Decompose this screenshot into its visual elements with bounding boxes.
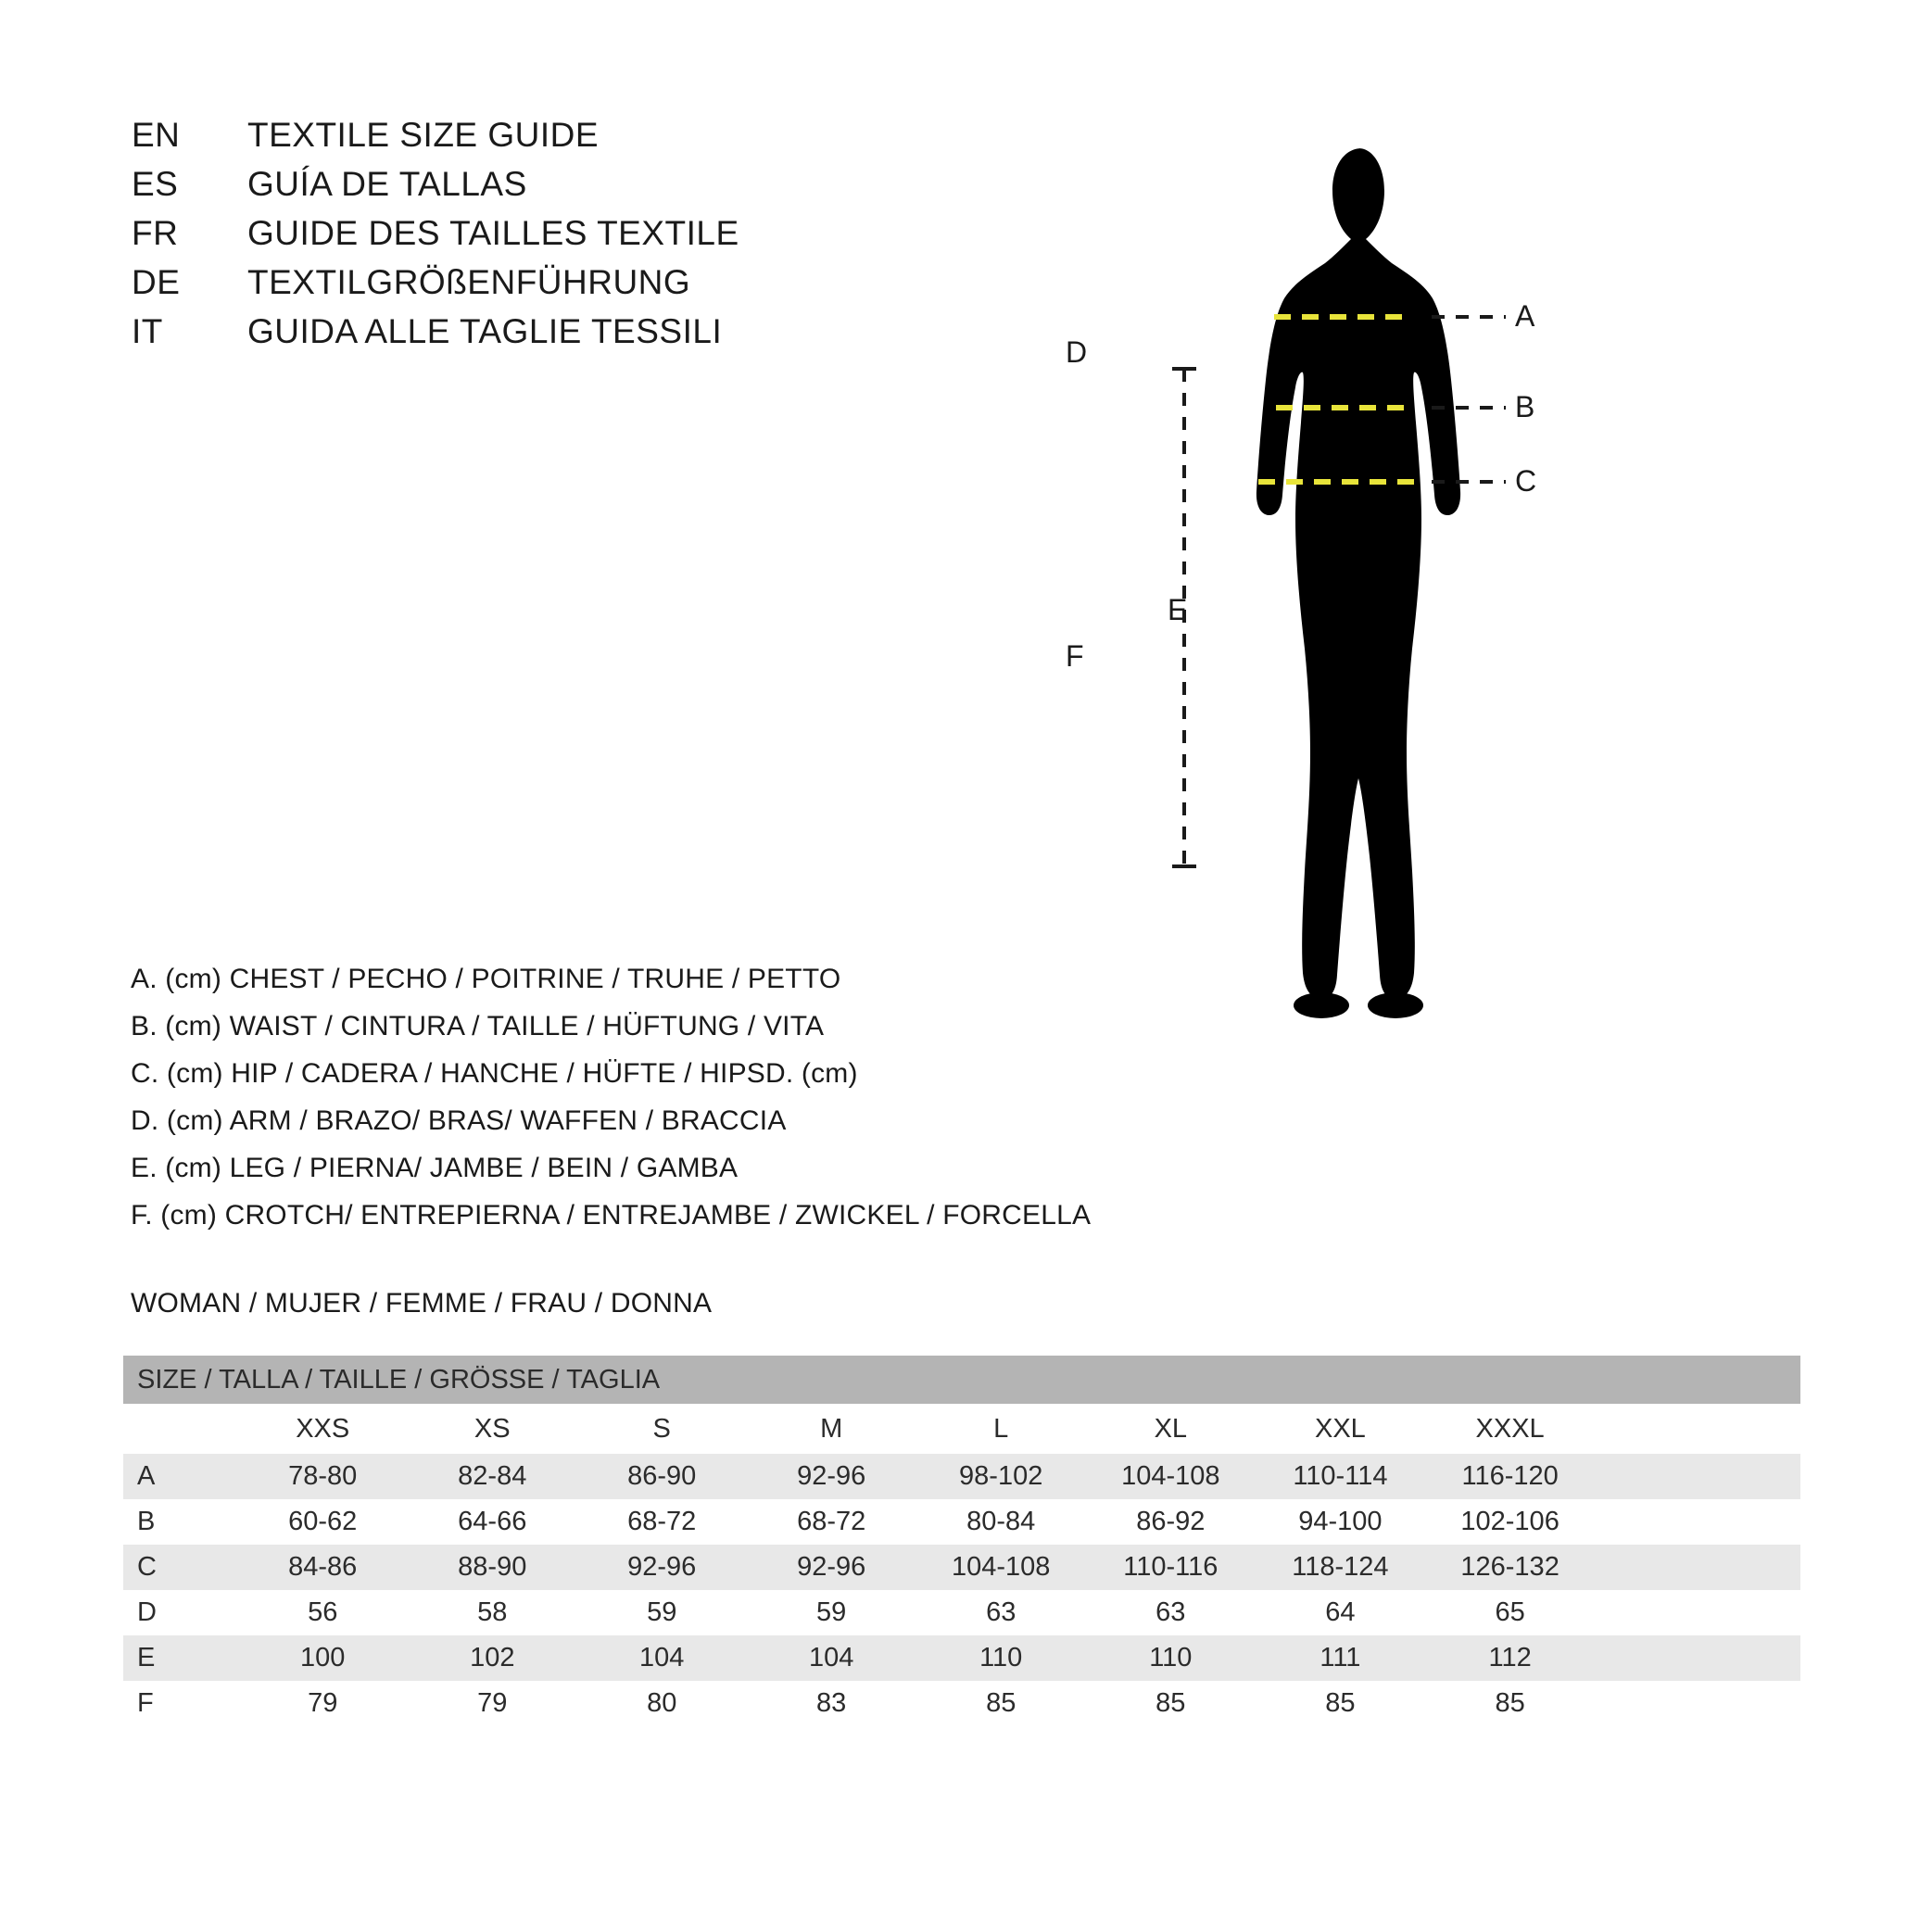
row-label-e: E (123, 1635, 238, 1681)
cell-b-s: 68-72 (577, 1499, 747, 1545)
title-row (132, 165, 739, 214)
silhouette-svg (1140, 74, 1881, 1186)
cell-b-xxxl: 102-106 (1425, 1499, 1595, 1545)
legend-item-a: A. (cm) CHEST / PECHO / POITRINE / TRUHE / PETTO (131, 964, 841, 994)
cell-d-m: 59 (747, 1590, 916, 1635)
cell-e-m: 104 (747, 1635, 916, 1681)
dimension-label-a: A (1515, 299, 1535, 333)
table-row (123, 1635, 1800, 1681)
cell-a-xs: 82-84 (408, 1454, 577, 1499)
cell-a-m: 92-96 (747, 1454, 916, 1499)
measurement-legend (131, 964, 1091, 1247)
cell-b-xxs: 60-62 (238, 1499, 408, 1545)
cell-d-xl: 63 (1086, 1590, 1256, 1635)
dimension-label-e: E (1168, 593, 1188, 626)
column-header-m: M (747, 1404, 916, 1454)
row-label-a: A (123, 1454, 238, 1499)
table-row (123, 1590, 1800, 1635)
cell-a-xl: 104-108 (1086, 1454, 1256, 1499)
cell-d-s: 59 (577, 1590, 747, 1635)
cell-a-s: 86-90 (577, 1454, 747, 1499)
row-label-f: F (123, 1681, 238, 1726)
title-lang-fr: FR (132, 214, 179, 252)
table-spacer-cell (1595, 1545, 1800, 1590)
title-row (132, 312, 739, 361)
title-lang-de: DE (132, 263, 181, 301)
body-measurement-diagram (1066, 74, 1881, 1186)
table-row (123, 1499, 1800, 1545)
title-text-de: TEXTILGRÖßENFÜHRUNG (247, 263, 691, 301)
cell-d-xs: 58 (408, 1590, 577, 1635)
column-header-xxl: XXL (1256, 1404, 1425, 1454)
cell-b-l: 80-84 (916, 1499, 1086, 1545)
cell-f-xxxl: 85 (1425, 1681, 1595, 1726)
title-lang-en: EN (132, 116, 181, 154)
cell-b-xs: 64-66 (408, 1499, 577, 1545)
cell-e-s: 104 (577, 1635, 747, 1681)
title-row (132, 116, 739, 165)
cell-e-xs: 102 (408, 1635, 577, 1681)
dimension-label-b: B (1515, 390, 1535, 423)
cell-e-xxxl: 112 (1425, 1635, 1595, 1681)
table-spacer-cell (1595, 1454, 1800, 1499)
table-spacer-cell (1595, 1590, 1800, 1635)
table-column-row (123, 1404, 1800, 1454)
dimension-label-d: D (1066, 335, 1088, 369)
title-text-en: TEXTILE SIZE GUIDE (247, 116, 600, 154)
cell-e-xxs: 100 (238, 1635, 408, 1681)
cell-f-s: 80 (577, 1681, 747, 1726)
legend-item-e: E. (cm) LEG / PIERNA/ JAMBE / BEIN / GAMBA (131, 1153, 739, 1183)
cell-f-xxs: 79 (238, 1681, 408, 1726)
table-spacer-cell (1595, 1635, 1800, 1681)
table-spacer-cell (1595, 1681, 1800, 1726)
cell-c-s: 92-96 (577, 1545, 747, 1590)
row-label-b: B (123, 1499, 238, 1545)
cell-d-xxl: 64 (1256, 1590, 1425, 1635)
legend-item-c: C. (cm) HIP / CADERA / HANCHE / HÜFTE / HIPSD. (cm) (131, 1058, 858, 1089)
cell-d-xxs: 56 (238, 1590, 408, 1635)
woman-silhouette-shape (1256, 148, 1460, 1018)
cell-a-xxs: 78-80 (238, 1454, 408, 1499)
table-row (123, 1545, 1800, 1590)
cell-b-xl: 86-92 (1086, 1499, 1256, 1545)
row-label-d: D (123, 1590, 238, 1635)
table-spacer-cell (1595, 1499, 1800, 1545)
cell-b-xxl: 94-100 (1256, 1499, 1425, 1545)
title-lang-it: IT (132, 312, 163, 350)
table-row (123, 1454, 1800, 1499)
cell-e-xxl: 111 (1256, 1635, 1425, 1681)
cell-a-xxxl: 116-120 (1425, 1454, 1595, 1499)
cell-f-l: 85 (916, 1681, 1086, 1726)
title-text-fr: GUIDE DES TAILLES TEXTILE (247, 214, 739, 252)
legend-item-b: B. (cm) WAIST / CINTURA / TAILLE / HÜFTUNG / VITA (131, 1011, 825, 1041)
cell-f-xl: 85 (1086, 1681, 1256, 1726)
group-label-woman: WOMAN / MUJER / FEMME / FRAU / DONNA (131, 1288, 713, 1319)
column-header-xs: XS (408, 1404, 577, 1454)
title-text-es: GUÍA DE TALLAS (247, 165, 527, 203)
title-text-it: GUIDA ALLE TAGLIE TESSILI (247, 312, 723, 350)
cell-e-l: 110 (916, 1635, 1086, 1681)
column-header-l: L (916, 1404, 1086, 1454)
row-label-c: C (123, 1545, 238, 1590)
column-header-xxs: XXS (238, 1404, 408, 1454)
size-table (123, 1356, 1800, 1726)
cell-e-xl: 110 (1086, 1635, 1256, 1681)
cell-c-xxxl: 126-132 (1425, 1545, 1595, 1590)
cell-c-xs: 88-90 (408, 1545, 577, 1590)
table-row (123, 1681, 1800, 1726)
column-header-xxxl: XXXL (1425, 1404, 1595, 1454)
cell-b-m: 68-72 (747, 1499, 916, 1545)
cell-a-l: 98-102 (916, 1454, 1086, 1499)
table-corner-cell (123, 1404, 238, 1454)
table-header-row (123, 1356, 1800, 1404)
title-lang-es: ES (132, 165, 179, 203)
cell-f-xxl: 85 (1256, 1681, 1425, 1726)
cell-c-m: 92-96 (747, 1545, 916, 1590)
legend-item-f: F. (cm) CROTCH/ ENTREPIERNA / ENTREJAMBE / ZWICKEL / FORCELLA (131, 1200, 1092, 1231)
cell-c-xxs: 84-86 (238, 1545, 408, 1590)
cell-d-l: 63 (916, 1590, 1086, 1635)
dimension-label-f: F (1066, 639, 1084, 673)
title-row (132, 214, 739, 263)
dimension-label-c: C (1515, 464, 1537, 498)
table-spacer-cell (1595, 1404, 1800, 1454)
title-row (132, 263, 739, 312)
cell-c-xxl: 118-124 (1256, 1545, 1425, 1590)
cell-c-l: 104-108 (916, 1545, 1086, 1590)
cell-d-xxxl: 65 (1425, 1590, 1595, 1635)
legend-item-d: D. (cm) ARM / BRAZO/ BRAS/ WAFFEN / BRACCIA (131, 1105, 787, 1136)
title-block (132, 116, 739, 361)
table-header-label: SIZE / TALLA / TAILLE / GRÖSSE / TAGLIA (123, 1356, 1800, 1404)
cell-a-xxl: 110-114 (1256, 1454, 1425, 1499)
cell-f-m: 83 (747, 1681, 916, 1726)
column-header-s: S (577, 1404, 747, 1454)
cell-f-xs: 79 (408, 1681, 577, 1726)
cell-c-xl: 110-116 (1086, 1545, 1256, 1590)
column-header-xl: XL (1086, 1404, 1256, 1454)
